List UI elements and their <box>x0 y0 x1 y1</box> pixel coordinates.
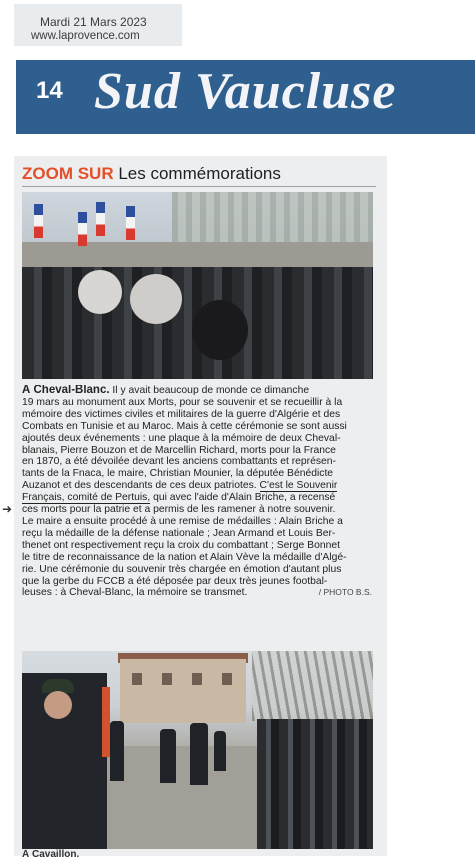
photo-building <box>120 659 246 723</box>
article-kicker: ZOOM SUR <box>22 164 114 183</box>
article-line: Le maire a ensuite procédé à une remise de médailles : Alain Briche a <box>22 515 343 527</box>
article-body <box>22 385 376 599</box>
photo-person <box>110 721 124 781</box>
pen-arrow-mark: ➜ <box>2 502 13 516</box>
article-line: ces morts pour la patrie et a permis de les ramener à notre souvenir. <box>22 504 336 516</box>
section-title: Sud Vaucluse <box>94 63 397 120</box>
publication-website: www.laprovence.com <box>31 30 140 42</box>
highlighted-phrase: Français, comité de Pertuis, <box>22 492 151 504</box>
photo-person-head <box>78 270 122 314</box>
photo-bare-tree <box>252 651 373 721</box>
photo-credit: / PHOTO B.S. <box>318 587 372 598</box>
photo-face <box>44 691 72 719</box>
article-line: Auzanot et des descendants de ces deux patriotes. C'est le Souvenir <box>22 480 338 492</box>
article-line: 19 mars au monument aux Morts, pour se souvenir et se recueillir à la <box>22 396 343 408</box>
article-line: en 1870, a été dévoilée devant les anciens combattants et représen- <box>22 456 336 468</box>
article-line: Combats en Tunisie et au Maroc. Mais à cette cérémonie se sont aussi <box>22 420 347 432</box>
article-line: reçu la médaille de la défense nationale ; Jean Armand et Louis Ber- <box>22 527 336 539</box>
article-line: mémoire des victimes civiles et militaires de la guerre d'Algérie et des <box>22 408 341 420</box>
highlighted-phrase: C'est le Souvenir <box>259 480 338 492</box>
article-line: leuses : à Cheval-Blanc, la mémoire se transmet. / PHOTO B.S. <box>22 587 372 599</box>
article-line: ajoutés deux événements : une plaque à la mémoire de deux Cheval- <box>22 432 341 444</box>
article-line: thenet ont respectivement reçu la croix du combattant ; Serge Bonnet <box>22 539 340 551</box>
article-line: rie. Une cérémonie du souvenir très chargée en émotion d'autant plus <box>22 563 342 575</box>
photo-person-head <box>130 274 182 324</box>
photo-window <box>162 673 172 685</box>
photo-flag <box>96 202 105 236</box>
photo-window <box>132 673 142 685</box>
article-heading <box>22 164 281 184</box>
photo-flag <box>78 212 87 246</box>
page-number: 14 <box>36 77 63 104</box>
photo-window <box>192 673 202 685</box>
photo-flag <box>34 204 43 238</box>
photo-window <box>222 673 232 685</box>
article-line: tants de la Fnaca, le maire, Christian Mounier, la députée Bénédicte <box>22 468 334 480</box>
photo-person <box>214 731 226 771</box>
publication-date: Mardi 21 Mars 2023 <box>40 15 147 29</box>
article-title: Les commémorations <box>118 164 281 183</box>
article-line: À Cheval-Blanc. Il y avait beaucoup de monde ce dimanche <box>22 385 310 396</box>
photo-person-head <box>192 300 248 360</box>
photo-crowd <box>257 719 373 849</box>
article-line: blanais, Pierre Bouzon et de Marcellin Richard, morts pour la France <box>22 444 336 456</box>
photo-person <box>160 729 176 783</box>
ceremony-photo <box>22 192 373 379</box>
next-article-lead: À Cavaillon. <box>22 849 80 860</box>
article-line: Français, comité de Pertuis, qui avec l'aide d'Alain Briche, a recensé <box>22 492 336 504</box>
article-line: le titre de reconnaissance de la nation et Alain Vève la médaille d'Algé- <box>22 551 347 563</box>
article-line: que la gerbe du FCCB a été déposée par deux très jeunes footbal- <box>22 575 328 587</box>
town-square-photo <box>22 651 373 849</box>
photo-flag <box>102 687 110 757</box>
photo-flag <box>126 206 135 240</box>
heading-rule <box>22 186 376 187</box>
photo-person <box>190 723 208 785</box>
article-lead: À Cheval-Blanc. <box>22 385 110 396</box>
section-band <box>16 60 475 134</box>
